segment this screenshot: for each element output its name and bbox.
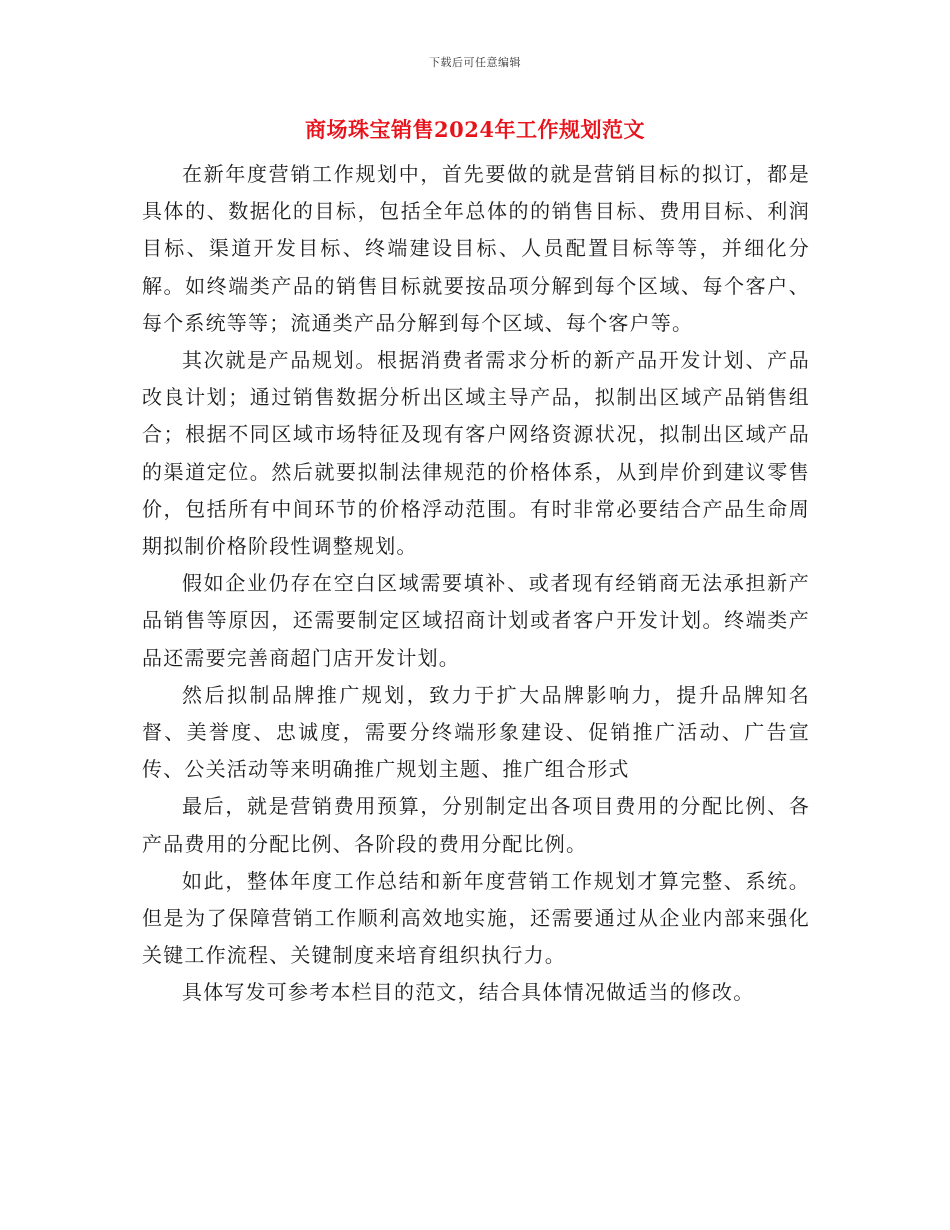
document-body bbox=[142, 156, 810, 1012]
header-note: 下载后可任意编辑 bbox=[429, 56, 521, 69]
paragraph-region-development: 假如企业仍存在空白区域需要填补、或者现有经销商无法承担新产品销售等原因，还需要制定区域招商计划或者客户开发计划。终端类产品还需要完善商超门店开发计划。 bbox=[142, 571, 810, 670]
paragraph-marketing-goals: 在新年度营销工作规划中，首先要做的就是营销目标的拟订，都是具体的、数据化的目标，包括全年总体的的销售目标、费用目标、利润目标、渠道开发目标、终端建设目标、人员配置目标等等，并细化分解。如终端类产品的销售目标就要按品项分解到每个区域、每个客户、每个系统等等；流通类产品分解到每个区域、每个客户等。 bbox=[142, 162, 810, 335]
paragraph-closing-note: 具体写发可参考本栏目的范文，结合具体情况做适当的修改。 bbox=[182, 980, 755, 1005]
paragraph-budget: 最后，就是营销费用预算，分别制定出各项目费用的分配比例、各产品费用的分配比例、各阶段的费用分配比例。 bbox=[142, 794, 810, 856]
paragraph-product-planning: 其次就是产品规划。根据消费者需求分析的新产品开发计划、产品改良计划；通过销售数据分析出区域主导产品，拟制出区域产品销售组合；根据不同区域市场特征及现有客户网络资源状况，拟制出区域产品的渠道定位。然后就要拟制法律规范的价格体系，从到岸价到建议零售价，包括所有中间环节的价格浮动范围。有时非常必要结合产品生命周期拟制价格阶段性调整规划。 bbox=[142, 348, 810, 559]
paragraph-summary: 如此，整体年度工作总结和新年度营销工作规划才算完整、系统。但是为了保障营销工作顺利高效地实施，还需要通过从企业内部来强化关键工作流程、关键制度来培育组织执行力。 bbox=[142, 868, 810, 968]
document-title: 商场珠宝销售2024年工作规划范文 bbox=[305, 117, 645, 142]
paragraph-brand-promotion: 然后拟制品牌推广规划，致力于扩大品牌影响力，提升品牌知名督、美誉度、忠诚度，需要分终端形象建设、促销推广活动、广告宣传、公关活动等来明确推广规划主题、推广组合形式 bbox=[142, 682, 810, 782]
